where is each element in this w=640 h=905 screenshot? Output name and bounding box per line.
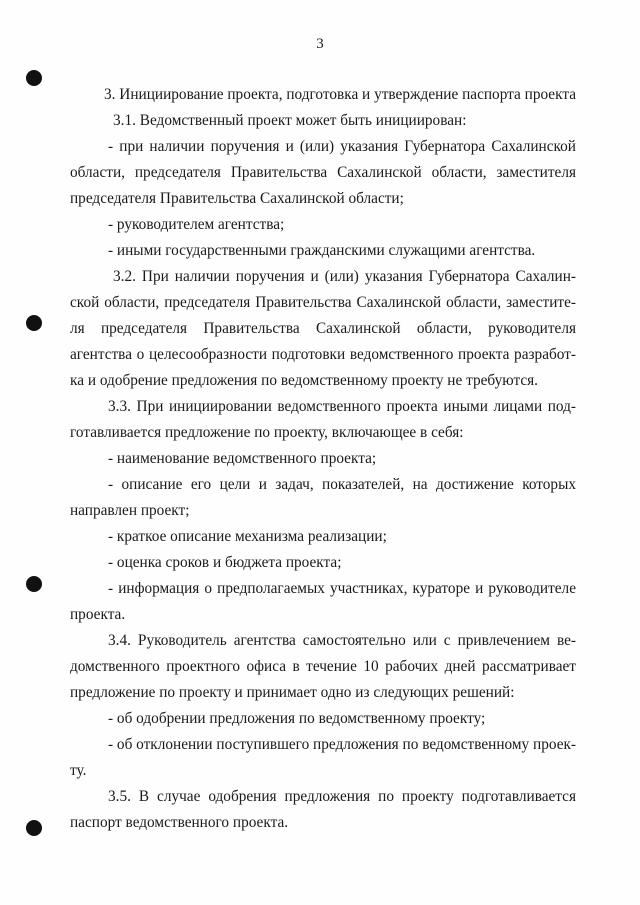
punch-hole [26, 820, 42, 836]
page-number: 3 [316, 36, 324, 52]
text-line: - иными государственными гражданскими служащими агентства. [108, 242, 536, 259]
text-line: ту. [70, 762, 87, 779]
text-line: ской области, председателя Правительства Сахалинской области, заместите- [70, 294, 576, 311]
text-line: области, председателя Правительства Сахалинской области, заместителя [70, 164, 576, 181]
text-line: готавливается предложение по проекту, включающее в себя: [70, 424, 464, 441]
punch-hole [26, 315, 42, 331]
text-line: - при наличии поручения и (или) указания Губернатора Сахалинской [108, 138, 576, 155]
punch-hole [26, 576, 42, 592]
text-line: - краткое описание механизма реализации; [108, 528, 387, 545]
punch-hole [26, 70, 42, 86]
text-line: - об одобрении предложения по ведомственному проекту; [108, 710, 486, 727]
text-line: 3.4. Руководитель агентства самостоятельно или с привлечением ве- [108, 632, 576, 649]
text-line: - об отклонении поступившего предложения по ведомственному проек- [108, 736, 577, 753]
text-line: 3.5. В случае одобрения предложения по проекту подготавливается [108, 788, 576, 805]
text-line: агентства о целесообразности подготовки ведомственного проекта разработ- [70, 346, 576, 363]
text-line: паспорт ведомственного проекта. [70, 814, 289, 831]
text-line: ка и одобрение предложения по ведомственному проекту не требуются. [70, 372, 538, 389]
text-line: 3.1. Ведомственный проект может быть инициирован: [113, 112, 467, 129]
text-line: домственного проектного офиса в течение 10 рабочих дней рассматривает [70, 658, 576, 675]
text-line: - информация о предполагаемых участниках, кураторе и руководителе [108, 580, 576, 597]
text-line: 3.2. При наличии поручения и (или) указания Губернатора Сахалин- [113, 268, 576, 285]
section-heading: 3. Инициирование проекта, подготовка и утверждение паспорта проекта [104, 86, 576, 103]
text-line: предложение по проекту и принимает одно из следующих решений: [70, 684, 515, 701]
text-line: 3.3. При инициировании ведомственного проекта иными лицами под- [108, 398, 576, 415]
text-line: направлен проект; [70, 502, 190, 519]
text-line: - описание его цели и задач, показателей, на достижение которых [108, 476, 576, 493]
text-line: проекта. [70, 606, 126, 623]
text-line: - руководителем агентства; [108, 216, 285, 233]
text-line: - оценка сроков и бюджета проекта; [108, 554, 342, 571]
text-line: - наименование ведомственного проекта; [108, 450, 377, 467]
text-line: ля председателя Правительства Сахалинской области, руководителя [70, 320, 576, 337]
text-line: председателя Правительства Сахалинской области; [70, 190, 404, 207]
